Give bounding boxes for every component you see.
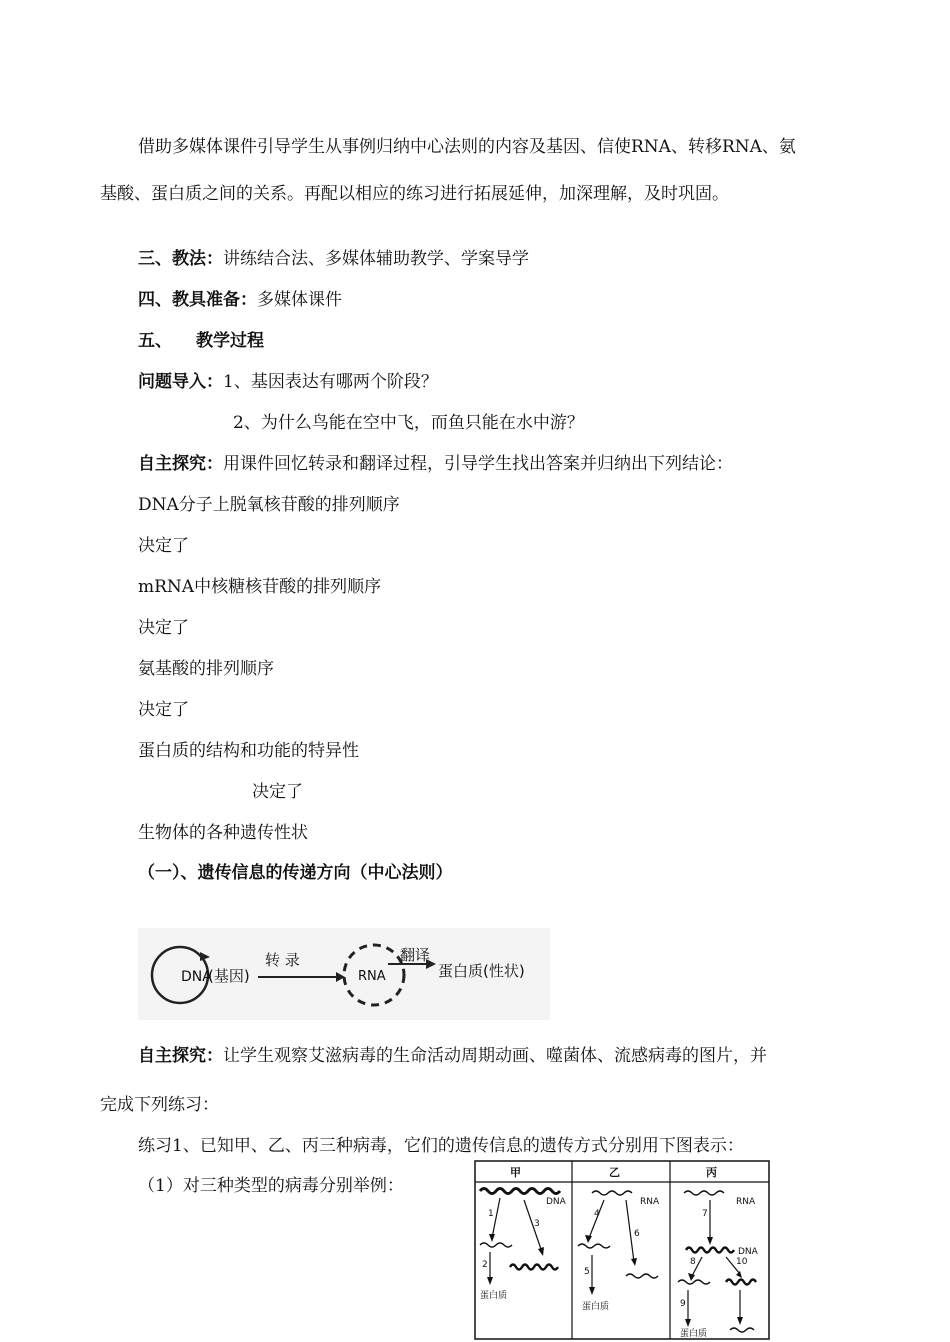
translate-label: 翻译	[400, 946, 431, 964]
exercise-1-line: 练习1、已知甲、乙、丙三种病毒，它们的遗传信息的遗传方式分别用下图表示：	[138, 1136, 744, 1156]
bing-num-10: 10	[736, 1257, 748, 1267]
explore2-row	[138, 1045, 767, 1067]
jia-num-3: 3	[534, 1219, 540, 1229]
jia-num-2: 2	[482, 1260, 488, 1270]
questions-label: 问题导入：	[138, 372, 223, 392]
explore2-cont: 完成下列练习：	[100, 1095, 219, 1115]
method-row	[138, 248, 529, 270]
jia-dna-label: DNA	[546, 1197, 566, 1207]
intro-line-1: 借助多媒体课件引导学生从事例归纳中心法则的内容及基因、信使RNA、转移RNA、氨	[138, 137, 796, 157]
chain-line-9: 生物体的各种遗传性状	[138, 823, 308, 843]
exercise-1-q1: （1）对三种类型的病毒分别举例：	[138, 1176, 404, 1196]
process-num: 五、	[138, 331, 172, 351]
header-yi: 乙	[609, 1166, 620, 1179]
questions-row	[138, 371, 438, 393]
bing-protein-label: 蛋白质	[680, 1329, 708, 1339]
transcribe-label: 转 录	[265, 951, 300, 969]
section-heading-1: （一）、遗传信息的传递方向（中心法则）	[138, 863, 453, 883]
intro-line-2: 基酸、蛋白质之间的关系。再配以相应的练习进行拓展延伸，加深理解，及时巩固。	[100, 184, 729, 204]
bing-rna-label: RNA	[736, 1197, 756, 1207]
explore2-label: 自主探究：	[138, 1046, 223, 1066]
central-dogma-diagram	[138, 928, 550, 1020]
virus-info-flow-figure	[474, 1160, 770, 1340]
yi-num-6: 6	[634, 1229, 640, 1239]
bing-num-7: 7	[702, 1209, 708, 1219]
yi-num-5: 5	[584, 1267, 590, 1277]
jia-protein-label: 蛋白质	[480, 1291, 508, 1301]
bing-num-8: 8	[690, 1257, 696, 1267]
protein-trait-label: 蛋白质(性状)	[438, 962, 525, 980]
question-2: 2、为什么鸟能在空中飞，而鱼只能在水中游？	[233, 413, 584, 433]
chain-line-2: 决定了	[138, 536, 189, 556]
yi-rna-label: RNA	[640, 1197, 660, 1207]
tools-label: 四、教具准备：	[138, 290, 257, 310]
chain-line-4: 决定了	[138, 618, 189, 638]
explore1-label: 自主探究：	[138, 454, 223, 474]
jia-num-1: 1	[488, 1209, 494, 1219]
explore1-text: 用课件回忆转录和翻译过程，引导学生找出答案并归纳出下列结论：	[223, 454, 733, 474]
chain-line-7: 蛋白质的结构和功能的特异性	[138, 741, 359, 761]
yi-protein-label: 蛋白质	[582, 1302, 610, 1312]
header-jia: 甲	[510, 1166, 521, 1179]
chain-line-3: mRNA中核糖核苷酸的排列顺序	[138, 577, 382, 597]
chain-line-6: 决定了	[138, 700, 189, 720]
question-1: 1、基因表达有哪两个阶段？	[223, 372, 438, 392]
method-text: 讲练结合法、多媒体辅助教学、学案导学	[223, 249, 529, 269]
bing-dna-label: DNA	[738, 1247, 758, 1257]
method-label: 三、教法：	[138, 249, 223, 269]
rna-label: RNA	[358, 969, 386, 984]
gene-label: (基因)	[208, 967, 250, 985]
dna-label: DNA	[181, 969, 212, 985]
yi-num-4: 4	[594, 1209, 600, 1219]
chain-line-5: 氨基酸的排列顺序	[138, 659, 274, 679]
chain-line-8: 决定了	[252, 782, 303, 802]
header-bing: 丙	[706, 1166, 717, 1179]
figure-border	[475, 1161, 769, 1339]
process-title: 教学过程	[196, 331, 264, 351]
tools-text: 多媒体课件	[257, 290, 342, 310]
tools-row	[138, 289, 342, 311]
explore1-row	[138, 453, 733, 475]
chain-line-1: DNA分子上脱氧核苷酸的排列顺序	[138, 495, 400, 515]
explore2-text: 让学生观察艾滋病毒的生命活动周期动画、噬菌体、流感病毒的图片，并	[223, 1046, 767, 1066]
bing-num-9: 9	[680, 1299, 686, 1309]
